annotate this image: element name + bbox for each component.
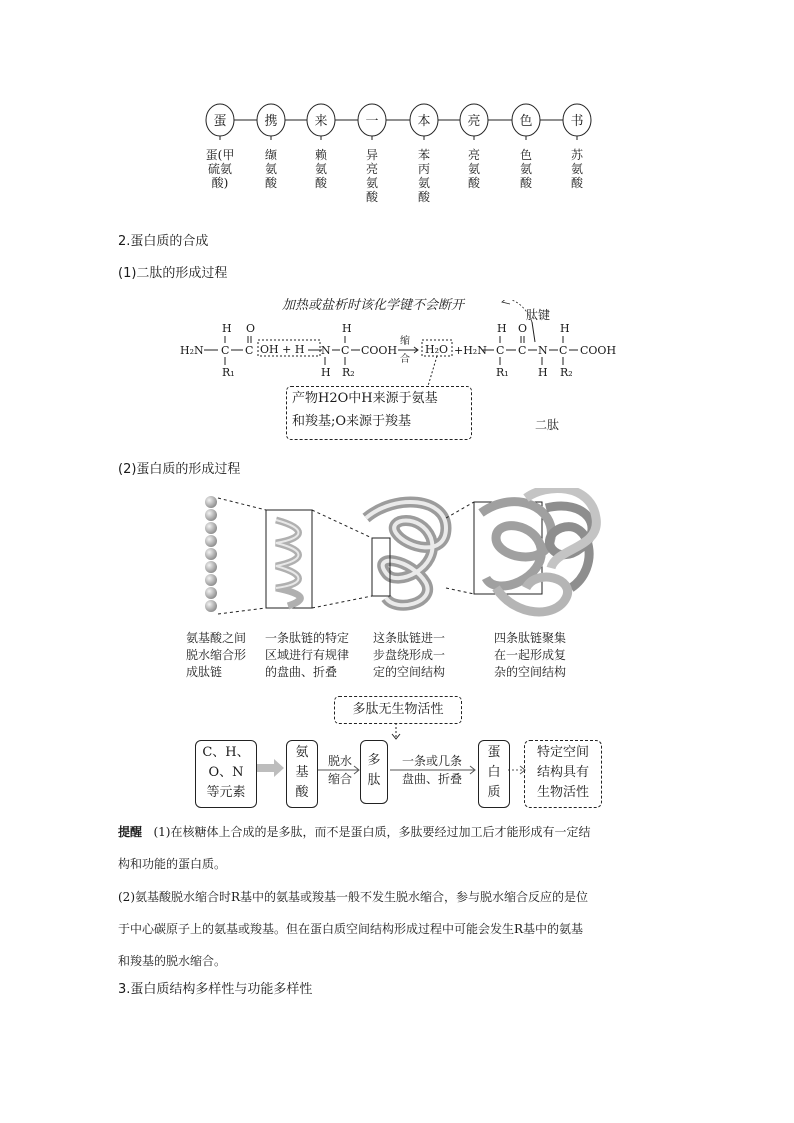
amino-acid-bead: [205, 496, 217, 508]
caption-2: [265, 630, 375, 681]
amino-acid-name: 苯丙氨酸: [417, 148, 430, 204]
formula-cooh: COOH: [580, 344, 617, 357]
amino-acid-bead: [205, 535, 217, 547]
elements-line: 等元素: [206, 785, 246, 800]
amino-acid-name: 缬氨酸: [264, 148, 277, 190]
amino-acid-bead: [205, 522, 217, 534]
peptide-bond-label: 肽键: [526, 308, 551, 322]
protein-line: 蛋: [487, 745, 501, 760]
zoom-line: [446, 502, 474, 518]
heat-note-arrow: [505, 300, 532, 322]
amino-acid-bead: [205, 561, 217, 573]
caption-1-line: 成肽链: [186, 665, 223, 679]
section-2-2-heading: (2)蛋白质的形成过程: [118, 462, 241, 477]
protein-formation-figure: [196, 488, 616, 628]
caption-2-line: 区域进行有规律: [265, 648, 350, 662]
formula-c: C: [496, 344, 505, 357]
formula-h: H: [222, 322, 232, 335]
protein-line: 质: [487, 785, 501, 800]
caption-3-line: 步盘绕形成一: [373, 648, 446, 662]
formula-n: N: [321, 344, 331, 357]
formula-r2: R₂: [560, 366, 573, 379]
formula-c: C: [559, 344, 568, 357]
section-3-heading: 3.蛋白质结构多样性与功能多样性: [118, 982, 313, 997]
reaction-label: 合: [400, 354, 410, 365]
amino-acid-bead: [205, 574, 217, 586]
tertiary-fold: [366, 502, 446, 605]
formula-h: H: [497, 322, 507, 335]
formula-c: C: [245, 344, 254, 357]
caption-1-line: 氨基酸之间: [186, 631, 247, 645]
polypeptide-line: 肽: [367, 773, 381, 788]
heat-note-arrowhead: [502, 300, 510, 304]
polypeptide-box: [360, 740, 388, 804]
amino-acid-bead: [205, 548, 217, 560]
formula-c: C: [341, 344, 350, 357]
amino-acid-bead: [205, 600, 217, 612]
mnemonic-char: 蛋: [213, 114, 227, 129]
tip-line-4: 于中心碳原子上的氨基或羧基。但在蛋白质空间结构形成过程中可能会发生R基中的氨基: [118, 922, 584, 936]
formula-n: N: [538, 344, 548, 357]
reaction-label: 缩: [400, 336, 410, 347]
water-source-line-2: 和羧基;O来源于羧基: [292, 414, 412, 429]
elements-line: C、H、: [202, 745, 250, 760]
water-formula: H₂O: [425, 343, 449, 356]
amino-acid-name: 亮氨酸: [467, 148, 480, 190]
caption-3-line: 这条肽链进一: [373, 631, 446, 645]
zoom-line: [218, 498, 266, 510]
amino-acid-name: 苏氨酸: [570, 148, 583, 190]
tip-line-5: 和羧基的脱水缩合。: [118, 954, 227, 968]
bioactive-line: 特定空间: [536, 745, 589, 760]
amino-acid-name: 色氨酸: [519, 148, 532, 190]
amino-acid-bead: [205, 509, 217, 521]
formula-r1: R₁: [496, 366, 509, 379]
water-source-note: [286, 386, 472, 440]
caption-4-line: 四条肽链聚集: [494, 631, 567, 645]
formula-h: H: [560, 322, 570, 335]
tip-line-3: (2)氨基酸脱水缩合时R基中的氨基或羧基一般不发生脱水缩合，参与脱水缩合反应的是位: [118, 890, 589, 904]
caption-4-line: 杂的空间结构: [494, 665, 567, 679]
formula-oh-h: OH + H: [260, 343, 305, 356]
formula-h: H: [342, 322, 352, 335]
tip-label: 提醒: [118, 825, 143, 839]
caption-4: [494, 630, 589, 681]
folding-label: [392, 752, 472, 788]
caption-2-line: 的盘曲、折叠: [265, 665, 338, 679]
quaternary-structure: [481, 488, 596, 611]
section-2-1-heading: (1)二肽的形成过程: [118, 266, 228, 281]
protein-box: [478, 740, 510, 808]
formula-h: H: [321, 366, 331, 379]
elements-box: [195, 740, 257, 808]
formula-r2: R₂: [342, 366, 355, 379]
mnemonic-char: 本: [417, 114, 431, 129]
folding-line: 盘曲、折叠: [401, 772, 462, 786]
bioactive-box: [524, 740, 602, 808]
tip-line-2: 构和功能的蛋白质。: [118, 857, 227, 871]
formula-c: C: [518, 344, 527, 357]
water-note-pointer: [428, 356, 437, 386]
zoom-line: [312, 596, 372, 608]
formula-c: C: [221, 344, 230, 357]
amino-acid-name: 蛋(甲硫氨酸): [205, 148, 235, 190]
formula-o: O: [246, 322, 256, 335]
mnemonic-char: 一: [365, 114, 379, 129]
peptide-bond-pointer: [532, 322, 535, 342]
zoom-line: [218, 608, 266, 614]
mnemonic-char: 色: [519, 114, 533, 129]
formula-cooh: COOH: [361, 344, 398, 357]
caption-3-line: 定的空间结构: [373, 665, 446, 679]
zoom-line: [446, 588, 474, 594]
mnemonic-char: 亮: [467, 114, 481, 129]
formula-o: O: [518, 322, 528, 335]
caption-4-line: 在一起形成复: [494, 648, 567, 662]
bioactive-line: 结构具有: [536, 765, 589, 780]
heat-note: 加热或盐析时该化学键不会断开: [282, 298, 465, 313]
caption-1-line: 脱水缩合形: [186, 648, 247, 662]
polypeptide-line: 多: [367, 753, 381, 768]
amino-acid-line: 基: [295, 765, 309, 780]
formula-h2n-1: H₂N: [180, 344, 204, 357]
tip-text: (1)在核糖体上合成的是多肽，而不是蛋白质，多肽要经过加工后才能形成有一定结: [153, 825, 591, 839]
mnemonic-chain-graphic: [200, 100, 600, 140]
bioactive-line: 生物活性: [536, 785, 589, 800]
dehydration-label: [320, 752, 360, 788]
elements-line: O、N: [208, 765, 244, 780]
amino-acid-line: 氨: [295, 745, 309, 760]
amino-acid-name: 赖氨酸: [314, 148, 327, 190]
flow-arrow: [256, 759, 284, 777]
amino-acid-bead: [205, 587, 217, 599]
mnemonic-char: 携: [264, 114, 278, 129]
folding-line: 一条或几条: [401, 754, 462, 768]
caption-3: [373, 630, 468, 681]
dehydration-line: 脱水: [327, 754, 352, 768]
formula-r1: R₁: [222, 366, 235, 379]
amino-acid-name: 异亮氨酸: [365, 148, 378, 204]
formula-plus: +H₂N: [454, 344, 487, 357]
amino-acid-line: 酸: [295, 785, 309, 800]
polypeptide-inactive-note: 多肽无生物活性: [334, 696, 462, 724]
protein-line: 白: [487, 765, 501, 780]
peptide-chain-beads: [205, 496, 217, 612]
amino-acid-box: [286, 740, 318, 808]
caption-2-line: 一条肽链的特定: [265, 631, 350, 645]
water-source-line-1: 产物H2O中H来源于氨基: [292, 391, 438, 406]
tertiary-structure: [366, 502, 446, 605]
dipeptide-equation: [180, 300, 620, 390]
dipeptide-label: 二肽: [535, 418, 560, 432]
dehydration-line: 缩合: [327, 772, 352, 786]
mnemonic-char: 来: [314, 114, 328, 129]
mnemonic-char: 书: [570, 114, 584, 129]
tip-paragraph-1: [118, 824, 698, 840]
formula-h: H: [538, 366, 548, 379]
section-2-heading: 2.蛋白质的合成: [118, 234, 209, 249]
